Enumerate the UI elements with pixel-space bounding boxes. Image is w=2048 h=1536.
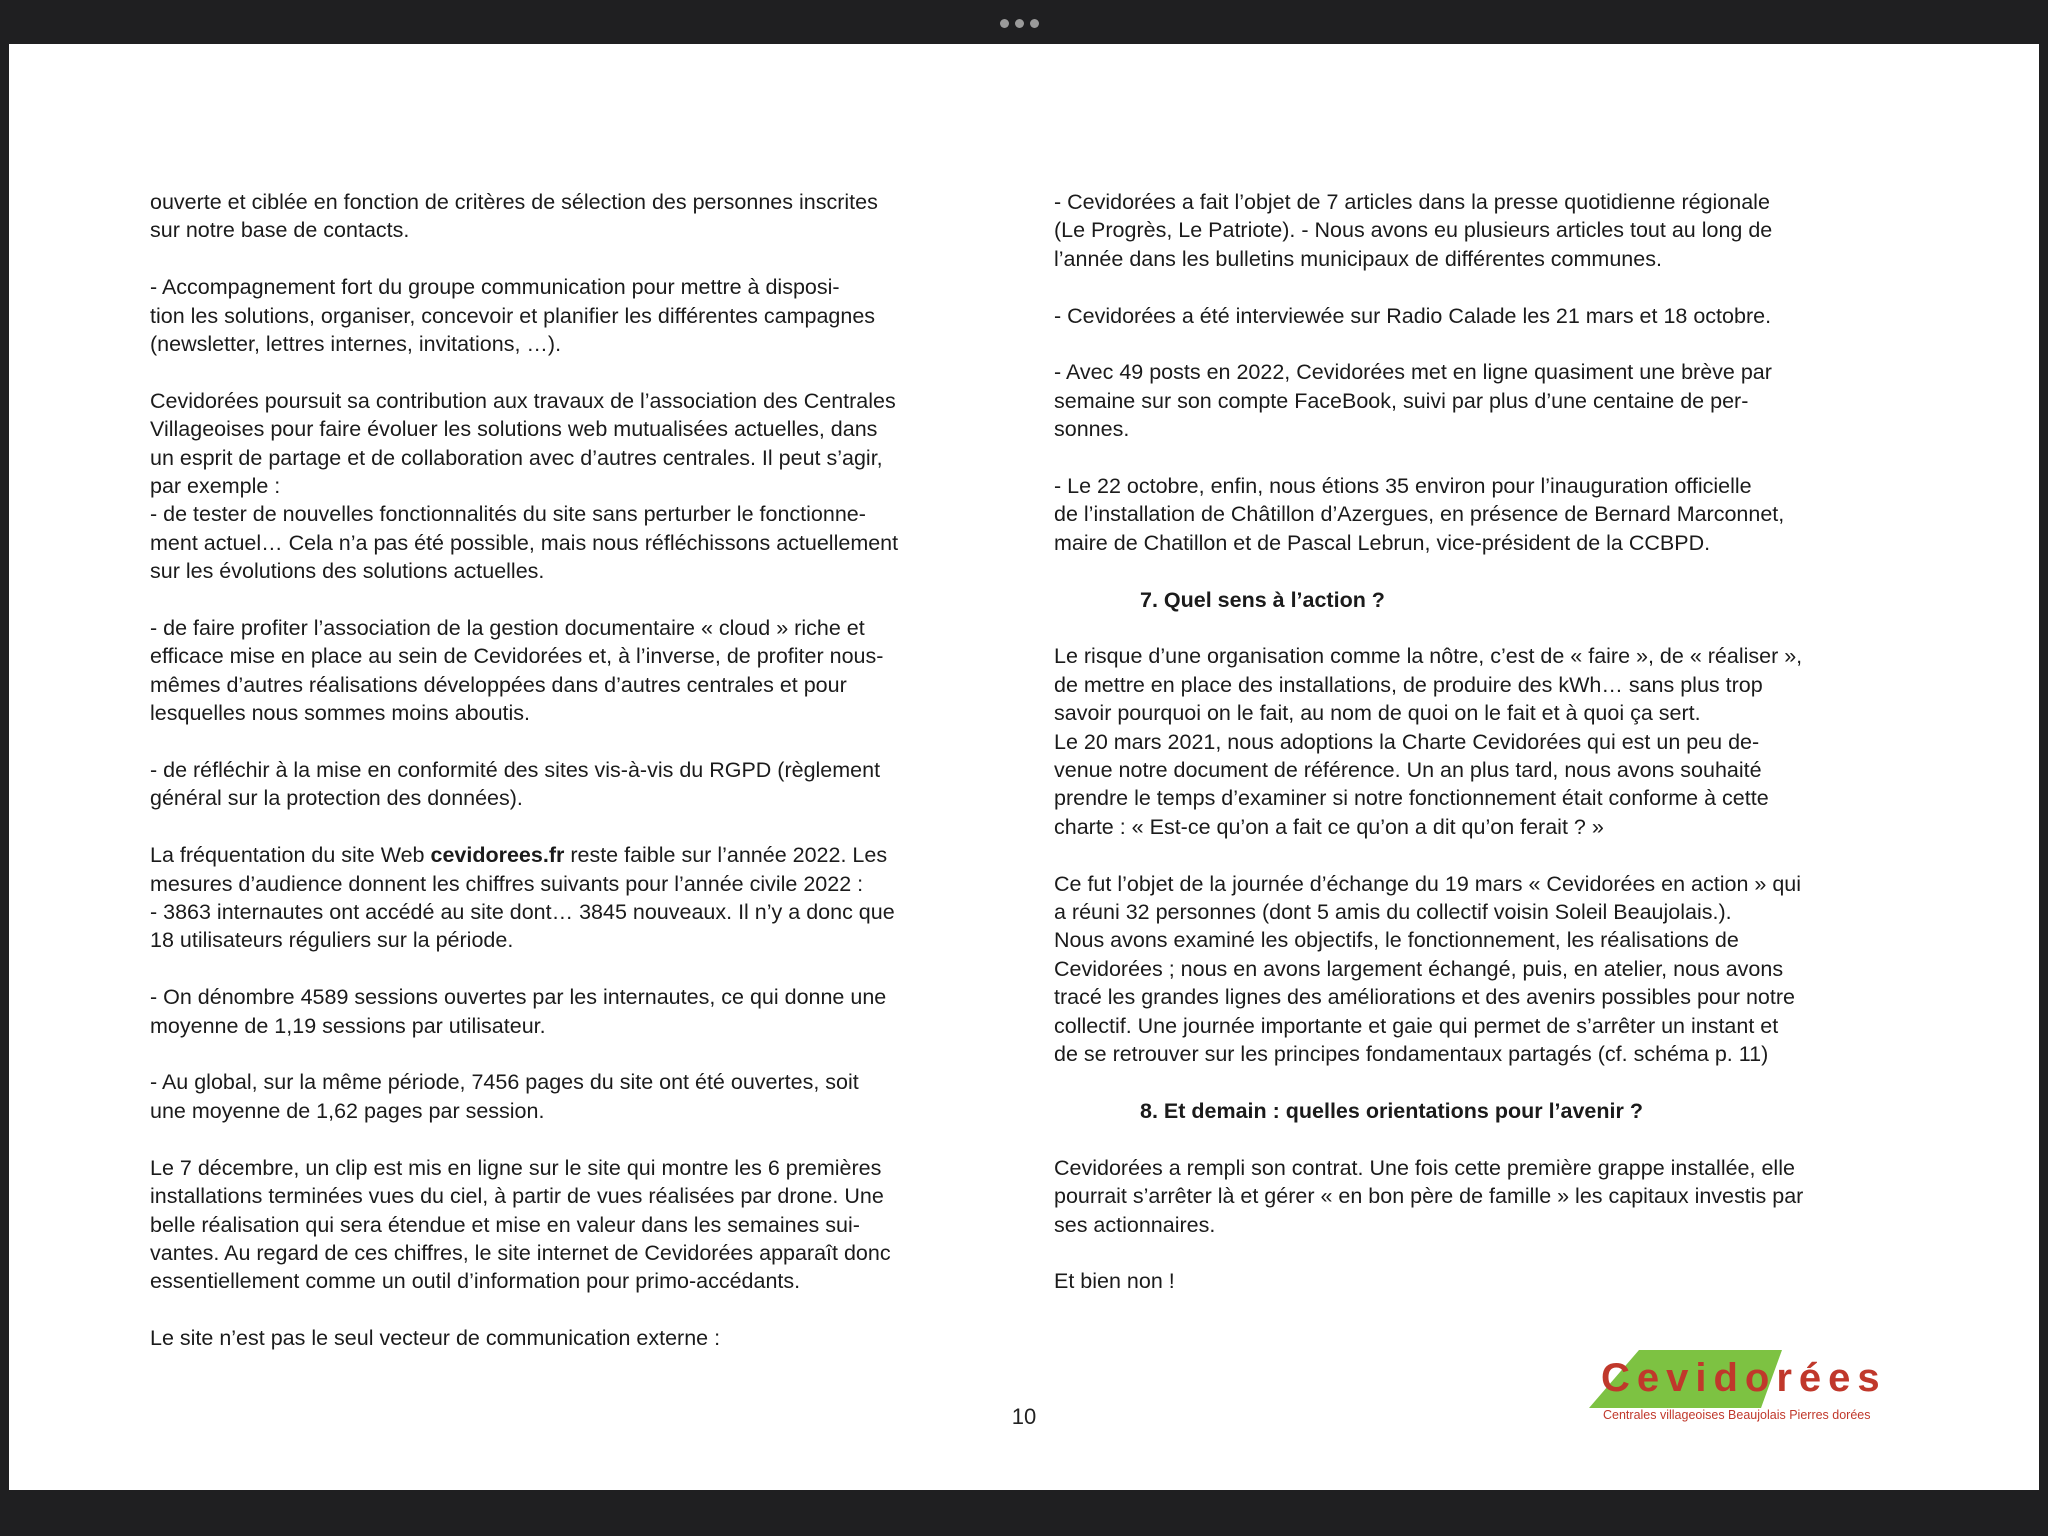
left-column	[150, 188, 995, 1353]
logo-tagline: Centrales villageoises Beaujolais Pierres dorées	[1603, 1408, 1871, 1422]
paragraph: - Avec 49 posts en 2022, Cevidorées met en ligne quasiment une brève par semaine sur son compte FaceBook, suivi par plus d’une centaine de per- sonnes.	[1054, 360, 1772, 442]
paragraph: Le 7 décembre, un clip est mis en ligne sur le site qui montre les 6 premières installations terminées vues du ciel, à partir de vues réalisées par drone. Une belle réalisation qui sera étendue et mise en valeur dans les semaines sui- vantes. Au regard de ces chiffres, le site internet de Cevidorées apparaît donc essentiellement comme un outil d’information pour primo-accédants.	[150, 1155, 891, 1294]
paragraph: - Le 22 octobre, enfin, nous étions 35 environ pour l’inauguration officielle de l’installation de Châtillon d’Azergues, en présence de Bernard Marconnet, maire de Chatillon et de Pascal Lebrun, vice-président de la CCBPD.	[1054, 474, 1785, 555]
page-number: 10	[1011, 1404, 1037, 1429]
cevidorees-logo	[1589, 1350, 1909, 1430]
logo-wordmark: Cevidorées	[1601, 1356, 1887, 1400]
paragraph: Cevidorées poursuit sa contribution aux travaux de l’association des Centrales Villageoises pour faire évoluer les solutions web mutualisées actuelles, dans un esprit de partage et de collaboration avec d’autres centrales. Il peut s’agir, par exemple : - de tester de nouvelles fonctionnalités du site sans perturber le fonctionne- ment actuel… Cela n’a pas été possible, mais nous réfléchissons actuellement sur les évolutions des solutions actuelles.	[150, 388, 899, 584]
paragraph: Cevidorées a rempli son contrat. Une fois cette première grappe installée, elle pourrait s’arrêter là et gérer « en bon père de famille » les capitaux investis par ses actionnaires.	[1054, 1155, 1804, 1237]
paragraph: - de réfléchir à la mise en conformité des sites vis-à-vis du RGPD (règlement général sur la protection des données).	[150, 758, 881, 811]
text-run: reste faible sur l’année 2022. Les mesures d’audience donnent les chiffres suivants pour l’année civile 2022 : - 3863 internautes ont accédé au site dont… 3845 nouveaux. Il n’y a donc que 18 utilisateurs réguliers sur la période.	[150, 843, 895, 953]
paragraph: - Cevidorées a été interviewée sur Radio Calade les 21 mars et 18 octobre.	[1054, 303, 1772, 328]
paragraph-site-stats	[150, 841, 995, 955]
document-page	[9, 44, 2039, 1490]
paragraph: Et bien non !	[1054, 1269, 1175, 1294]
paragraph: - Au global, sur la même période, 7456 pages du site ont été ouvertes, soit une moyenne de 1,62 pages par session.	[150, 1070, 859, 1123]
site-name: cevidorees.fr	[430, 843, 565, 868]
viewer-top-bar	[0, 0, 2048, 44]
paragraph: ouverte et ciblée en fonction de critères de sélection des personnes inscrites sur notre base de contacts.	[150, 190, 878, 243]
paragraph: Le site n’est pas le seul vecteur de communication externe :	[150, 1326, 721, 1351]
section-heading-8: 8. Et demain : quelles orientations pour l’avenir ?	[1140, 1098, 1643, 1123]
paragraph: - Cevidorées a fait l’objet de 7 articles dans la presse quotidienne régionale (Le Progrès, Le Patriote). - Nous avons eu plusieurs articles tout au long de l’année dans les bulletins municipaux de différentes communes.	[1054, 190, 1773, 271]
paragraph: - Accompagnement fort du groupe communication pour mettre à disposi- tion les solutions, organiser, concevoir et planifier les différentes campagnes (newsletter, lettres internes, invitations, …).	[150, 275, 876, 357]
more-options-icon[interactable]	[1000, 19, 1039, 28]
paragraph: - On dénombre 4589 sessions ouvertes par les internautes, ce qui donne une moyenne de 1,19 sessions par utilisateur.	[150, 985, 887, 1038]
right-column	[1054, 188, 1914, 1296]
text-run: La fréquentation du site Web	[150, 843, 431, 868]
paragraph: - de faire profiter l’association de la gestion documentaire « cloud » riche et efficace mise en place au sein de Cevidorées et, à l’inverse, de profiter nous- mêmes d’autres réalisations développées dans d’autres centrales et pour lesquelles nous sommes moins aboutis.	[150, 616, 884, 726]
section-heading-7: 7. Quel sens à l’action ?	[1140, 587, 1385, 612]
paragraph: Le risque d’une organisation comme la nôtre, c’est de « faire », de « réaliser », de mettre en place des installations, de produire des kWh… sans plus trop savoir pourquoi on le fait, au nom de quoi on le fait et à quoi ça sert. Le 20 mars 2021, nous adoptions la Charte Cevidorées qui est un peu de- venue notre document de référence. Un an plus tard, nous avons souhaité prendre le temps d’examiner si notre fonctionnement était conforme à cette charte : « Est-ce qu’on a fait ce qu’on a dit qu’on ferait ? »	[1054, 644, 1803, 839]
paragraph: Ce fut l’objet de la journée d’échange du 19 mars « Cevidorées en action » qui a réuni 32 personnes (dont 5 amis du collectif voisin Soleil Beaujolais.). Nous avons examiné les objectifs, le fonctionnement, les réalisations de Cevidorées ; nous en avons largement échangé, puis, en atelier, nous avons tracé les grandes lignes des améliorations et des avenirs possibles pour notre collectif. Une journée importante et gaie qui permet de s’arrêter un instant et de se retrouver sur les principes fondamentaux partagés (cf. schéma p. 11)	[1054, 871, 1802, 1067]
